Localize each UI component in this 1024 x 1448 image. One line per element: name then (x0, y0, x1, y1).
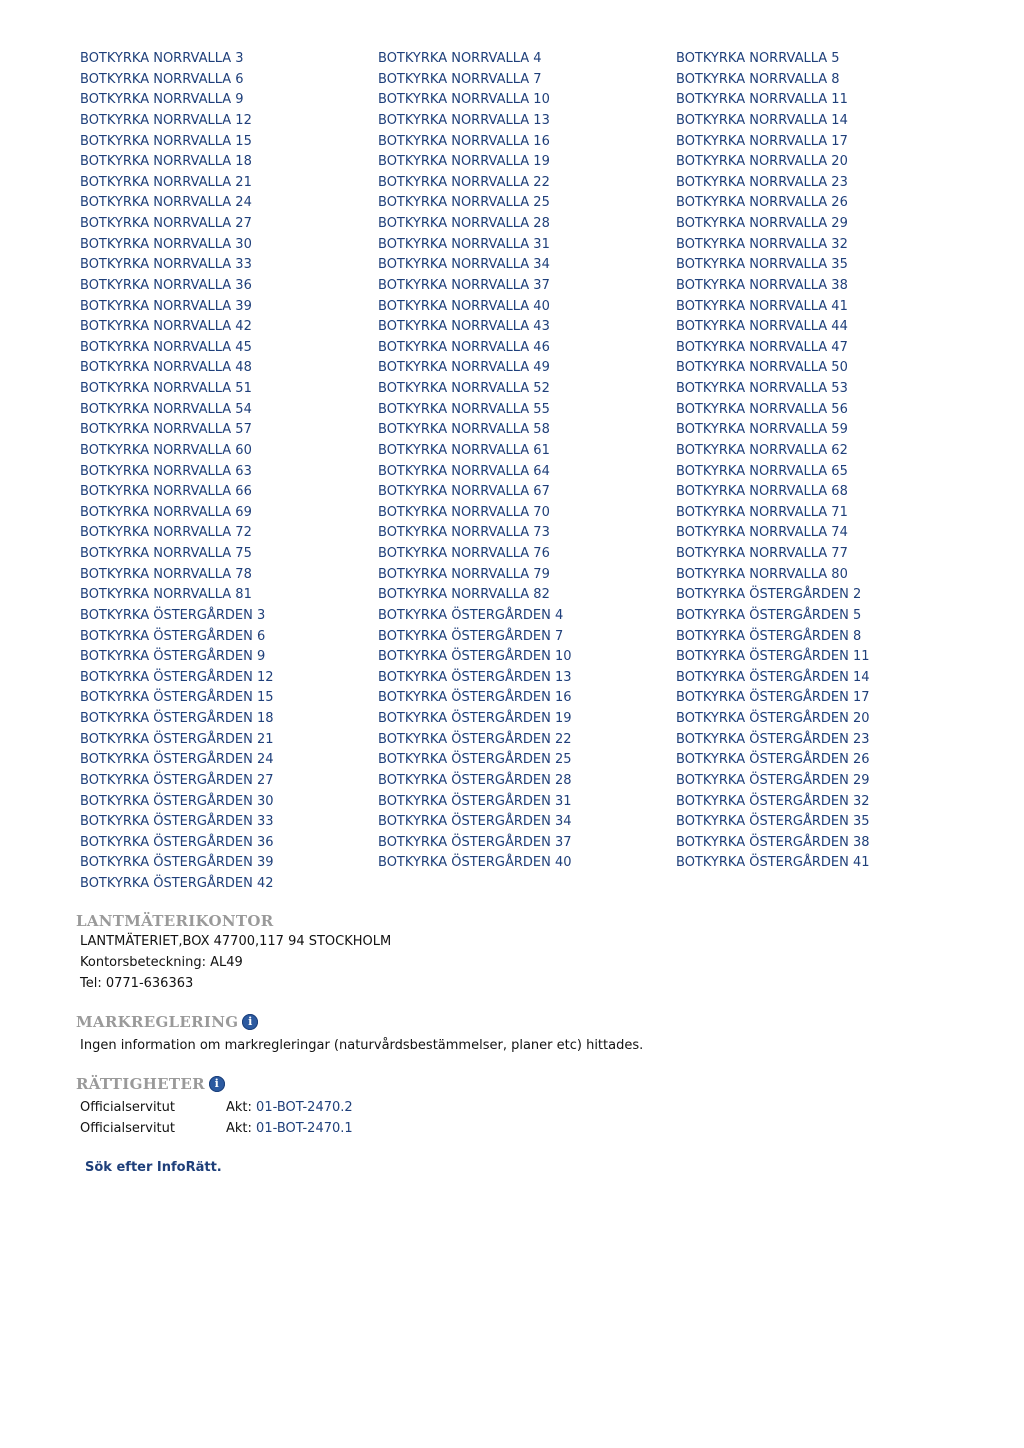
property-link[interactable]: BOTKYRKA ÖSTERGÅRDEN 9 (80, 649, 266, 665)
property-link[interactable]: BOTKYRKA NORRVALLA 40 (378, 298, 550, 314)
property-link[interactable]: BOTKYRKA ÖSTERGÅRDEN 22 (378, 731, 572, 747)
property-link[interactable]: BOTKYRKA ÖSTERGÅRDEN 30 (80, 793, 274, 809)
property-link[interactable]: BOTKYRKA NORRVALLA 23 (676, 174, 848, 190)
property-link[interactable]: BOTKYRKA NORRVALLA 68 (676, 484, 848, 500)
property-link[interactable]: BOTKYRKA NORRVALLA 74 (676, 525, 848, 541)
property-link[interactable]: BOTKYRKA ÖSTERGÅRDEN 16 (378, 690, 572, 706)
property-link[interactable]: BOTKYRKA ÖSTERGÅRDEN 24 (80, 752, 274, 768)
property-link[interactable]: BOTKYRKA ÖSTERGÅRDEN 36 (80, 834, 274, 850)
property-link[interactable]: BOTKYRKA NORRVALLA 38 (676, 277, 848, 293)
rights-type: Officialservitut (80, 1121, 175, 1136)
property-link[interactable]: BOTKYRKA NORRVALLA 11 (676, 92, 848, 108)
property-link[interactable]: BOTKYRKA ÖSTERGÅRDEN 42 (80, 876, 274, 891)
info-icon[interactable]: i (242, 1014, 258, 1030)
property-link[interactable]: BOTKYRKA NORRVALLA 13 (378, 112, 550, 128)
property-link[interactable]: BOTKYRKA NORRVALLA 25 (378, 195, 550, 211)
info-icon[interactable]: i (209, 1076, 225, 1092)
property-link[interactable]: BOTKYRKA NORRVALLA 43 (378, 319, 550, 335)
property-link[interactable]: BOTKYRKA NORRVALLA 65 (676, 463, 848, 479)
property-link[interactable]: BOTKYRKA NORRVALLA 32 (676, 236, 848, 252)
property-link[interactable]: BOTKYRKA NORRVALLA 41 (676, 298, 848, 314)
property-link[interactable]: BOTKYRKA NORRVALLA 19 (378, 154, 550, 170)
markreglering-text: Ingen information om markregleringar (naturvårdsbestämmelser, planer etc) hittades. (80, 1038, 644, 1053)
property-link[interactable]: BOTKYRKA NORRVALLA 76 (378, 546, 550, 561)
property-link[interactable]: BOTKYRKA NORRVALLA 5 (676, 51, 840, 66)
property-link[interactable]: BOTKYRKA NORRVALLA 62 (676, 442, 848, 458)
property-link[interactable]: BOTKYRKA ÖSTERGÅRDEN 37 (378, 834, 572, 850)
property-link[interactable]: BOTKYRKA NORRVALLA 77 (676, 546, 848, 561)
property-link[interactable]: BOTKYRKA NORRVALLA 71 (676, 504, 848, 520)
property-link[interactable]: BOTKYRKA NORRVALLA 69 (80, 504, 252, 520)
property-link[interactable]: BOTKYRKA NORRVALLA 72 (80, 525, 252, 541)
property-link[interactable]: BOTKYRKA NORRVALLA 79 (378, 566, 550, 582)
property-link[interactable]: BOTKYRKA ÖSTERGÅRDEN 40 (378, 855, 572, 871)
property-link[interactable]: BOTKYRKA NORRVALLA 82 (378, 587, 550, 603)
akt-label: Akt: (226, 1121, 252, 1136)
markreglering-heading (76, 1013, 258, 1031)
property-link[interactable]: BOTKYRKA ÖSTERGÅRDEN 20 (676, 711, 870, 726)
property-link[interactable]: BOTKYRKA ÖSTERGÅRDEN 34 (378, 814, 572, 830)
property-link[interactable]: BOTKYRKA ÖSTERGÅRDEN 6 (80, 628, 266, 644)
akt-link[interactable]: 01-BOT-2470.2 (256, 1100, 353, 1115)
property-link[interactable]: BOTKYRKA NORRVALLA 14 (676, 112, 848, 128)
property-link[interactable]: BOTKYRKA NORRVALLA 36 (80, 277, 252, 293)
property-link[interactable]: BOTKYRKA ÖSTERGÅRDEN 26 (676, 752, 870, 768)
property-link[interactable]: BOTKYRKA NORRVALLA 45 (80, 339, 252, 355)
property-link[interactable]: BOTKYRKA ÖSTERGÅRDEN 31 (378, 793, 572, 809)
property-link[interactable]: BOTKYRKA NORRVALLA 58 (378, 422, 550, 438)
rights-type: Officialservitut (80, 1100, 175, 1115)
property-link[interactable]: BOTKYRKA NORRVALLA 47 (676, 339, 848, 355)
rattigheter-heading (76, 1075, 225, 1093)
property-link[interactable]: BOTKYRKA ÖSTERGÅRDEN 29 (676, 772, 870, 788)
property-link[interactable]: BOTKYRKA ÖSTERGÅRDEN 12 (80, 669, 274, 685)
property-link[interactable]: BOTKYRKA NORRVALLA 50 (676, 360, 848, 376)
property-link[interactable]: BOTKYRKA ÖSTERGÅRDEN 33 (80, 814, 274, 830)
property-link[interactable]: BOTKYRKA NORRVALLA 48 (80, 360, 252, 376)
property-link[interactable]: BOTKYRKA NORRVALLA 12 (80, 112, 252, 128)
property-link[interactable]: BOTKYRKA ÖSTERGÅRDEN 32 (676, 793, 870, 809)
property-link[interactable]: BOTKYRKA NORRVALLA 17 (676, 133, 848, 149)
property-link[interactable]: BOTKYRKA NORRVALLA 28 (378, 216, 550, 231)
property-link[interactable]: BOTKYRKA NORRVALLA 3 (80, 51, 244, 66)
property-link[interactable]: BOTKYRKA NORRVALLA 59 (676, 422, 848, 438)
property-link[interactable]: BOTKYRKA NORRVALLA 9 (80, 92, 244, 108)
office-code: Kontorsbeteckning: AL49 (80, 955, 243, 970)
rights-row (80, 1100, 353, 1115)
property-link[interactable]: BOTKYRKA ÖSTERGÅRDEN 3 (80, 607, 266, 623)
property-link[interactable]: BOTKYRKA NORRVALLA 7 (378, 71, 542, 87)
property-link[interactable]: BOTKYRKA ÖSTERGÅRDEN 39 (80, 855, 274, 871)
property-link[interactable]: BOTKYRKA NORRVALLA 52 (378, 381, 550, 396)
property-link[interactable]: BOTKYRKA NORRVALLA 22 (378, 174, 550, 190)
property-link[interactable]: BOTKYRKA ÖSTERGÅRDEN 23 (676, 731, 870, 747)
property-link[interactable]: BOTKYRKA ÖSTERGÅRDEN 27 (80, 772, 274, 788)
property-link[interactable]: BOTKYRKA NORRVALLA 29 (676, 216, 848, 231)
office-phone: Tel: 0771-636363 (80, 976, 194, 991)
property-link[interactable]: BOTKYRKA ÖSTERGÅRDEN 7 (378, 628, 564, 644)
property-link[interactable]: BOTKYRKA NORRVALLA 21 (80, 174, 252, 190)
property-link[interactable]: BOTKYRKA ÖSTERGÅRDEN 38 (676, 834, 870, 850)
property-link[interactable]: BOTKYRKA ÖSTERGÅRDEN 21 (80, 731, 274, 747)
property-link[interactable]: BOTKYRKA NORRVALLA 26 (676, 195, 848, 211)
property-link[interactable]: BOTKYRKA NORRVALLA 8 (676, 71, 840, 87)
property-link[interactable]: BOTKYRKA NORRVALLA 39 (80, 298, 252, 314)
property-link[interactable]: BOTKYRKA NORRVALLA 16 (378, 133, 550, 149)
property-link[interactable]: BOTKYRKA NORRVALLA 73 (378, 525, 550, 541)
lantmaterikontor-heading: LANTMÄTERIKONTOR (76, 912, 274, 930)
property-link[interactable]: BOTKYRKA NORRVALLA 6 (80, 71, 244, 87)
property-link[interactable]: BOTKYRKA NORRVALLA 66 (80, 484, 252, 500)
office-address: LANTMÄTERIET,BOX 47700,117 94 STOCKHOLM (80, 934, 392, 949)
property-link[interactable]: BOTKYRKA ÖSTERGÅRDEN 14 (676, 669, 870, 685)
property-link[interactable]: BOTKYRKA ÖSTERGÅRDEN 35 (676, 814, 870, 830)
property-link[interactable]: BOTKYRKA ÖSTERGÅRDEN 17 (676, 690, 870, 706)
akt-link[interactable]: 01-BOT-2470.1 (256, 1121, 353, 1136)
property-link[interactable]: BOTKYRKA NORRVALLA 27 (80, 216, 252, 231)
property-link[interactable]: BOTKYRKA NORRVALLA 78 (80, 566, 252, 582)
property-link[interactable]: BOTKYRKA NORRVALLA 30 (80, 236, 252, 252)
property-link[interactable]: BOTKYRKA NORRVALLA 34 (378, 257, 550, 273)
property-link[interactable]: BOTKYRKA NORRVALLA 56 (676, 401, 848, 417)
property-link[interactable]: BOTKYRKA ÖSTERGÅRDEN 18 (80, 711, 274, 726)
property-link[interactable]: BOTKYRKA NORRVALLA 81 (80, 587, 252, 603)
property-link[interactable]: BOTKYRKA NORRVALLA 61 (378, 442, 550, 458)
property-link[interactable]: BOTKYRKA ÖSTERGÅRDEN 2 (676, 587, 862, 603)
property-link[interactable]: BOTKYRKA NORRVALLA 75 (80, 546, 252, 561)
property-link[interactable]: BOTKYRKA ÖSTERGÅRDEN 8 (676, 628, 862, 644)
property-link[interactable]: BOTKYRKA NORRVALLA 51 (80, 381, 252, 396)
search-inforatt-link[interactable]: Sök efter InfoRätt. (85, 1160, 222, 1175)
property-link[interactable]: BOTKYRKA NORRVALLA 20 (676, 154, 848, 170)
property-link[interactable]: BOTKYRKA ÖSTERGÅRDEN 4 (378, 607, 564, 623)
property-link[interactable]: BOTKYRKA NORRVALLA 10 (378, 92, 550, 108)
property-link[interactable]: BOTKYRKA NORRVALLA 67 (378, 484, 550, 500)
property-link[interactable]: BOTKYRKA ÖSTERGÅRDEN 19 (378, 711, 572, 726)
property-link[interactable]: BOTKYRKA NORRVALLA 35 (676, 257, 848, 273)
property-link[interactable]: BOTKYRKA NORRVALLA 64 (378, 463, 550, 479)
property-link[interactable]: BOTKYRKA ÖSTERGÅRDEN 10 (378, 649, 572, 665)
property-link[interactable]: BOTKYRKA NORRVALLA 57 (80, 422, 252, 438)
property-link[interactable]: BOTKYRKA ÖSTERGÅRDEN 5 (676, 607, 862, 623)
property-link[interactable]: BOTKYRKA NORRVALLA 55 (378, 401, 550, 417)
property-link[interactable]: BOTKYRKA ÖSTERGÅRDEN 41 (676, 855, 870, 871)
property-list (80, 49, 974, 895)
property-link[interactable]: BOTKYRKA NORRVALLA 44 (676, 319, 848, 335)
property-link[interactable]: BOTKYRKA NORRVALLA 18 (80, 154, 252, 170)
rights-row (80, 1121, 353, 1136)
property-link[interactable]: BOTKYRKA NORRVALLA 4 (378, 51, 542, 66)
property-link[interactable]: BOTKYRKA NORRVALLA 49 (378, 360, 550, 376)
property-link[interactable]: BOTKYRKA NORRVALLA 24 (80, 195, 252, 211)
property-link[interactable]: BOTKYRKA ÖSTERGÅRDEN 11 (676, 649, 870, 665)
property-link[interactable]: BOTKYRKA NORRVALLA 63 (80, 463, 252, 479)
property-link[interactable]: BOTKYRKA NORRVALLA 53 (676, 381, 848, 396)
property-link[interactable]: BOTKYRKA ÖSTERGÅRDEN 13 (378, 669, 572, 685)
property-link[interactable]: BOTKYRKA NORRVALLA 46 (378, 339, 550, 355)
property-link[interactable]: BOTKYRKA NORRVALLA 80 (676, 566, 848, 582)
property-link[interactable]: BOTKYRKA NORRVALLA 42 (80, 319, 252, 335)
property-link[interactable]: BOTKYRKA ÖSTERGÅRDEN 28 (378, 772, 572, 788)
akt-label: Akt: (226, 1100, 252, 1115)
property-link[interactable]: BOTKYRKA NORRVALLA 31 (378, 236, 550, 252)
property-link[interactable]: BOTKYRKA NORRVALLA 70 (378, 504, 550, 520)
markreglering-title: MARKREGLERING (76, 1013, 239, 1031)
property-link[interactable]: BOTKYRKA NORRVALLA 60 (80, 442, 252, 458)
property-link[interactable]: BOTKYRKA NORRVALLA 37 (378, 277, 550, 293)
property-link[interactable]: BOTKYRKA NORRVALLA 54 (80, 401, 252, 417)
property-link[interactable]: BOTKYRKA ÖSTERGÅRDEN 15 (80, 690, 274, 706)
property-link[interactable]: BOTKYRKA NORRVALLA 33 (80, 257, 252, 273)
rattigheter-title: RÄTTIGHETER (76, 1075, 205, 1093)
property-link[interactable]: BOTKYRKA NORRVALLA 15 (80, 133, 252, 149)
property-link[interactable]: BOTKYRKA ÖSTERGÅRDEN 25 (378, 752, 572, 768)
